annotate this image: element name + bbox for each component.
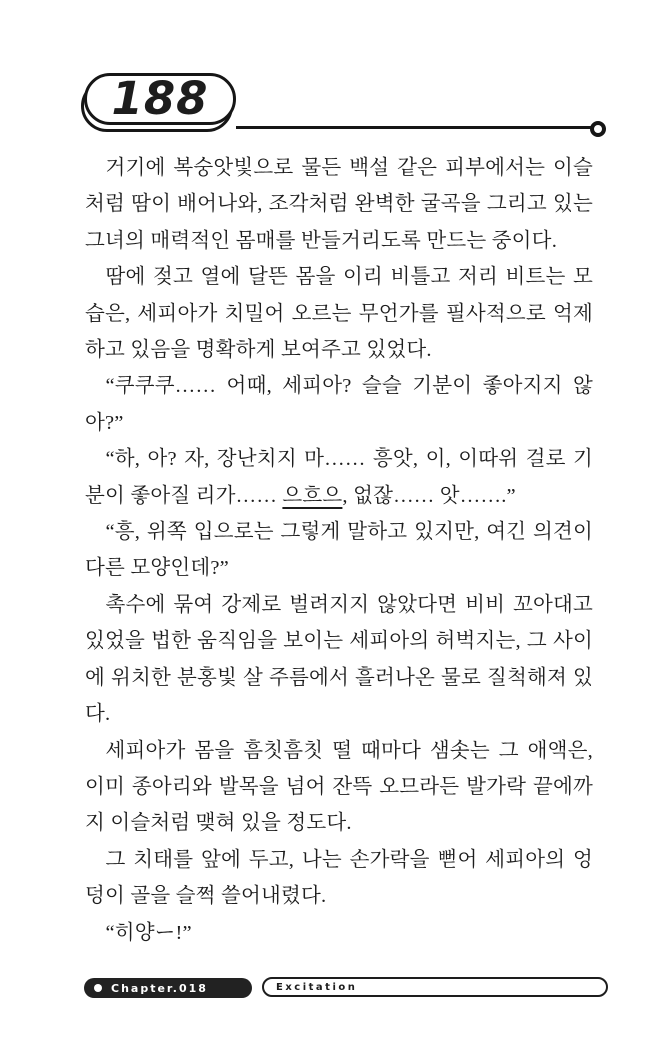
dot-icon [94, 984, 102, 992]
paragraph [85, 733, 593, 842]
paragraph [85, 587, 593, 733]
text-segment: 세피아가 몸을 흠칫흠칫 떨 때마다 샘솟는 그 애액은, 이미 종아리와 발목을 넘어 잔뜩 오므라든 발가락 끝에까지 이슬처럼 맺혀 있을 정도다. [85, 739, 593, 835]
paragraph [85, 259, 593, 368]
text-segment: “흥, 위쪽 입으로는 그렇게 말하고 있지만, 여긴 의견이 다른 모양인데?” [85, 521, 593, 580]
underlined-text: 으흐으 [282, 484, 343, 507]
paragraph [85, 842, 593, 915]
text-segment: 그 치태를 앞에 두고, 나는 손가락을 뻗어 세피아의 엉덩이 골을 슬쩍 쓸어내렸다. [85, 848, 593, 908]
page-body [85, 150, 593, 951]
paragraph [85, 915, 593, 951]
page-number-pill [84, 73, 236, 125]
text-segment: 땀에 젖고 열에 달뜬 몸을 이리 비틀고 저리 비트는 모습은, 세피아가 치밀어 오르는 무언가를 필사적으로 억제하고 있음을 명확하게 보여주고 있었다. [85, 266, 593, 362]
paragraph [85, 150, 593, 259]
text-segment: “하, 아? 자, 장난치지 마…… 흥앗, 이, 이따위 걸로 기분이 좋아질 리가…… [85, 448, 593, 507]
page-number-badge [84, 73, 236, 125]
page-number: 188 [111, 71, 209, 125]
paragraph [85, 514, 593, 587]
text-segment: “쿠쿠쿠…… 어때, 세피아? 슬슬 기분이 좋아지지 않아?” [85, 375, 593, 434]
chapter-badge [84, 978, 252, 998]
paragraph [85, 368, 593, 441]
ring-ornament-icon [590, 121, 606, 137]
header-rule [236, 126, 594, 129]
section-label: Excitation [276, 981, 358, 993]
section-title-badge [262, 977, 608, 997]
text-segment: “히양ー!” [105, 921, 192, 944]
text-segment: 거기에 복숭앗빛으로 물든 백설 같은 피부에서는 이슬처럼 땀이 배어나와, 조각처럼 완벽한 굴곡을 그리고 있는 그녀의 매력적인 몸매를 반들거리도록 만드는 중이다. [85, 157, 593, 252]
page-footer [84, 977, 596, 999]
paragraph [85, 441, 593, 514]
text-segment: , 없잖…… 앗…….” [342, 484, 516, 507]
text-segment: 촉수에 묶여 강제로 벌려지지 않았다면 비비 꼬아대고 있었을 법한 움직임을 보이는 세피아의 허벅지는, 그 사이에 위치한 분홍빛 살 주름에서 흘러나온 물로 질척해져 있다. [85, 593, 593, 726]
chapter-label: Chapter.018 [111, 981, 208, 995]
